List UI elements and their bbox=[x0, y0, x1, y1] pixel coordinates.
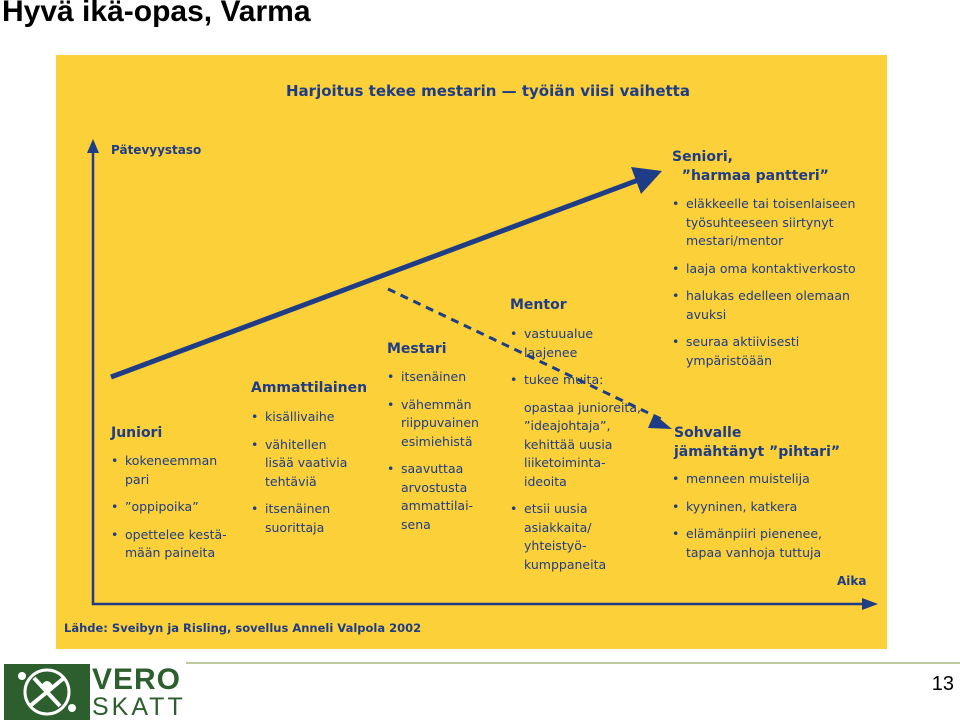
footer-divider bbox=[186, 662, 960, 664]
list-item: • vastuualue laajenee bbox=[510, 325, 641, 362]
slide-title: Hyvä ikä-opas, Varma bbox=[2, 0, 311, 28]
diagram-title: Harjoitus tekee mestarin — työiän viisi vaihetta bbox=[286, 82, 690, 100]
logo-text-skatt: SKATT bbox=[92, 693, 186, 721]
stage-ammattilainen-list bbox=[251, 408, 347, 546]
list-item: • seuraa aktiivisesti ympäristöään bbox=[672, 333, 856, 370]
x-axis-label: Aika bbox=[837, 574, 867, 588]
list-item: • vähitellen lisää vaativia tehtäviä bbox=[251, 436, 347, 492]
list-item: • itsenäinen suorittaja bbox=[251, 500, 347, 537]
list-item: • itsenäinen bbox=[387, 368, 479, 387]
stage-mentor-title: Mentor bbox=[510, 297, 567, 313]
list-item: • kyyninen, katkera bbox=[672, 498, 822, 517]
stage-mestari-title: Mestari bbox=[387, 341, 447, 357]
stage-mentor-list bbox=[510, 325, 641, 583]
x-axis-arrowhead bbox=[862, 598, 878, 610]
source-note: Lähde: Sveibyn ja Risling, sovellus Anneli Valpola 2002 bbox=[64, 621, 422, 635]
list-item: • elämänpiiri pienenee, tapaa vanhoja tuttuja bbox=[672, 525, 822, 562]
list-item: • kisällivaihe bbox=[251, 408, 347, 427]
list-item: • laaja oma kontaktiverkosto bbox=[672, 260, 856, 279]
list-item: • opettelee kestä- mään paineita bbox=[111, 526, 227, 563]
list-item: • vähemmän riippuvainen esimiehistä bbox=[387, 396, 479, 452]
stage-sohvalle-list bbox=[672, 470, 822, 571]
page-number: 13 bbox=[931, 673, 954, 695]
logo-text-vero: VERO bbox=[92, 663, 182, 696]
list-item: • etsii uusia asiakkaita/ yhteistyö- kumppaneita bbox=[510, 500, 641, 574]
list-item: • ”oppipoika” bbox=[111, 498, 227, 517]
list-item: • tukee muita: bbox=[510, 371, 641, 390]
list-item: • menneen muistelija bbox=[672, 470, 822, 489]
diagram-panel bbox=[56, 55, 887, 649]
stage-seniori-list bbox=[672, 195, 856, 379]
stage-juniori-list bbox=[111, 452, 227, 572]
list-item: • halukas edelleen olemaan avuksi bbox=[672, 287, 856, 324]
vero-emblem-icon bbox=[4, 664, 94, 720]
stage-seniori-title: Seniori, ”harmaa pantteri” bbox=[672, 149, 829, 184]
y-axis-label: Pätevyystaso bbox=[111, 143, 202, 157]
stage-ammattilainen-title: Ammattilainen bbox=[251, 380, 368, 396]
y-axis-arrowhead bbox=[87, 139, 99, 153]
stage-juniori-title: Juniori bbox=[111, 425, 163, 441]
list-item: • kokeneemman pari bbox=[111, 452, 227, 489]
list-item: • saavuttaa arvostusta ammattilai- sena bbox=[387, 460, 479, 534]
decline-arrowhead bbox=[648, 414, 672, 429]
stage-mestari-list bbox=[387, 368, 479, 543]
list-item: • eläkkeelle tai toisenlaiseen työsuhteeseen siirtynyt mestari/mentor bbox=[672, 195, 856, 251]
list-item: opastaa junioreita, ”ideajohtaja”, kehittää uusia liiketoiminta- ideoita bbox=[524, 399, 641, 489]
stage-sohvalle-title: Sohvalle jämähtänyt ”pihtari” bbox=[674, 425, 841, 460]
